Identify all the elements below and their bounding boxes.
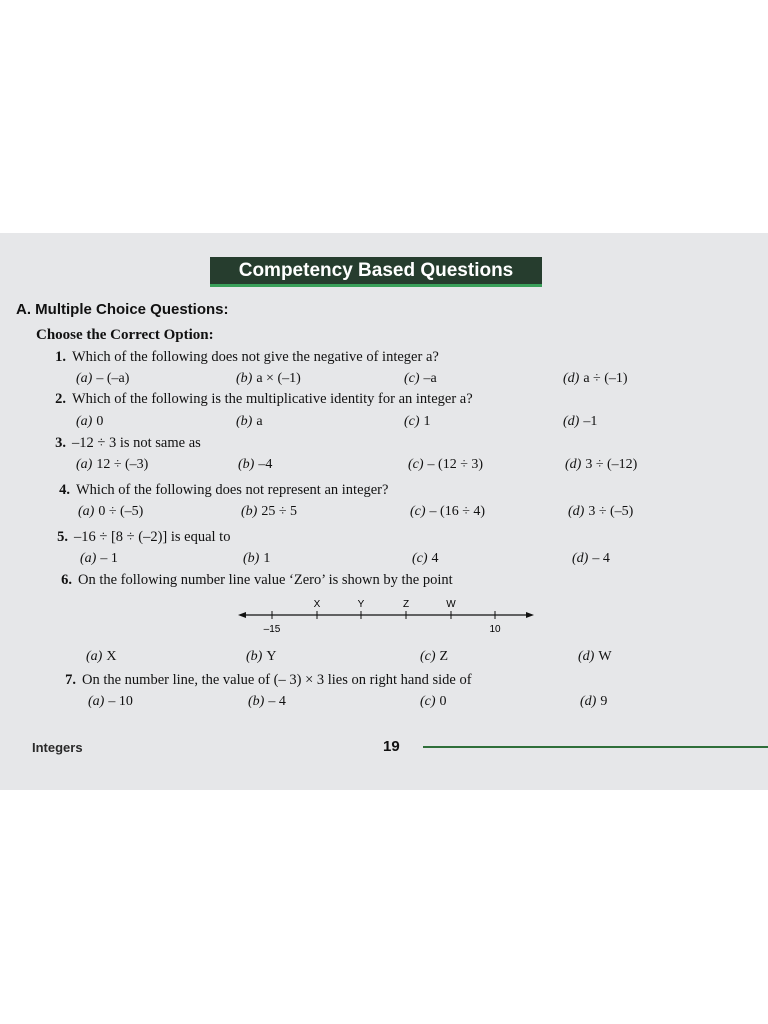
q5-option-a: (a) – 1: [80, 551, 118, 566]
q4-option-b: (b) 25 ÷ 5: [241, 504, 298, 519]
q2-option-c: (c) 1: [404, 414, 431, 429]
question-3: [42, 435, 201, 452]
left-value-label: –15: [263, 624, 281, 635]
q6-option-d: (d) W: [578, 649, 612, 664]
chapter-name: Integers: [32, 740, 83, 755]
point-w-label: W: [446, 599, 456, 610]
q7-option-b: (b) – 4: [248, 694, 286, 709]
q1-option-a: (a) – (–a): [76, 371, 130, 386]
section-title: A. Multiple Choice Questions:: [16, 301, 229, 318]
right-value-label: 10: [489, 624, 501, 635]
question-number: 1.: [55, 349, 66, 365]
question-text: On the following number line value ‘Zero’ is shown by the point: [78, 572, 453, 588]
q4-option-d: (d) 3 ÷ (–5): [568, 504, 634, 519]
question-number: 7.: [65, 672, 76, 688]
page-number: 19: [383, 738, 400, 755]
footer-divider: [423, 746, 768, 748]
header-band: [210, 257, 542, 287]
question-number: 4.: [59, 482, 70, 498]
question-text: –16 ÷ [8 ÷ (–2)] is equal to: [74, 529, 231, 545]
question-text: On the number line, the value of (– 3) × 3 lies on right hand side of: [82, 672, 472, 688]
q3-option-c: (c) – (12 ÷ 3): [408, 457, 484, 472]
point-y-label: Y: [357, 599, 365, 610]
question-4: [46, 482, 388, 499]
section-subtitle: Choose the Correct Option:: [36, 327, 214, 343]
q5-option-d: (d) – 4: [572, 551, 610, 566]
question-number: 5.: [57, 529, 68, 545]
q1-option-c: (c) –a: [404, 371, 437, 386]
point-x-label: X: [313, 599, 321, 610]
question-number: 3.: [55, 435, 66, 451]
q4-option-a: (a) 0 ÷ (–5): [78, 504, 144, 519]
q5-option-c: (c) 4: [412, 551, 439, 566]
question-2: [42, 391, 473, 408]
q1-option-d: (d) a ÷ (–1): [563, 371, 628, 386]
q7-option-c: (c) 0: [420, 694, 447, 709]
q6-option-a: (a) X: [86, 649, 117, 664]
textbook-page: [0, 233, 768, 790]
question-number: 2.: [55, 391, 66, 407]
question-7: [52, 672, 472, 689]
number-line: [236, 595, 536, 637]
q7-option-a: (a) – 10: [88, 694, 133, 709]
question-5: [44, 529, 230, 546]
q1-option-b: (b) a × (–1): [236, 371, 301, 386]
question-text: Which of the following is the multiplicative identity for an integer a?: [72, 391, 473, 407]
question-text: Which of the following does not give the negative of integer a?: [72, 349, 439, 365]
question-text: –12 ÷ 3 is not same as: [72, 435, 201, 451]
question-1: [42, 349, 439, 366]
page-title: Competency Based Questions: [238, 260, 514, 281]
q4-option-c: (c) – (16 ÷ 4): [410, 504, 486, 519]
question-number: 6.: [61, 572, 72, 588]
q5-option-b: (b) 1: [243, 551, 271, 566]
point-z-label: Z: [402, 599, 410, 610]
right-arrow-icon: [526, 612, 534, 618]
q3-option-a: (a) 12 ÷ (–3): [76, 457, 149, 472]
q2-option-a: (a) 0: [76, 414, 104, 429]
question-6: [48, 572, 453, 589]
q3-option-b: (b) –4: [238, 457, 273, 472]
q7-option-d: (d) 9: [580, 694, 608, 709]
q6-option-b: (b) Y: [246, 649, 277, 664]
q6-option-c: (c) Z: [420, 649, 449, 664]
left-arrow-icon: [238, 612, 246, 618]
q2-option-b: (b) a: [236, 414, 263, 429]
question-text: Which of the following does not represent an integer?: [76, 482, 389, 498]
q3-option-d: (d) 3 ÷ (–12): [565, 457, 638, 472]
q2-option-d: (d) –1: [563, 414, 598, 429]
